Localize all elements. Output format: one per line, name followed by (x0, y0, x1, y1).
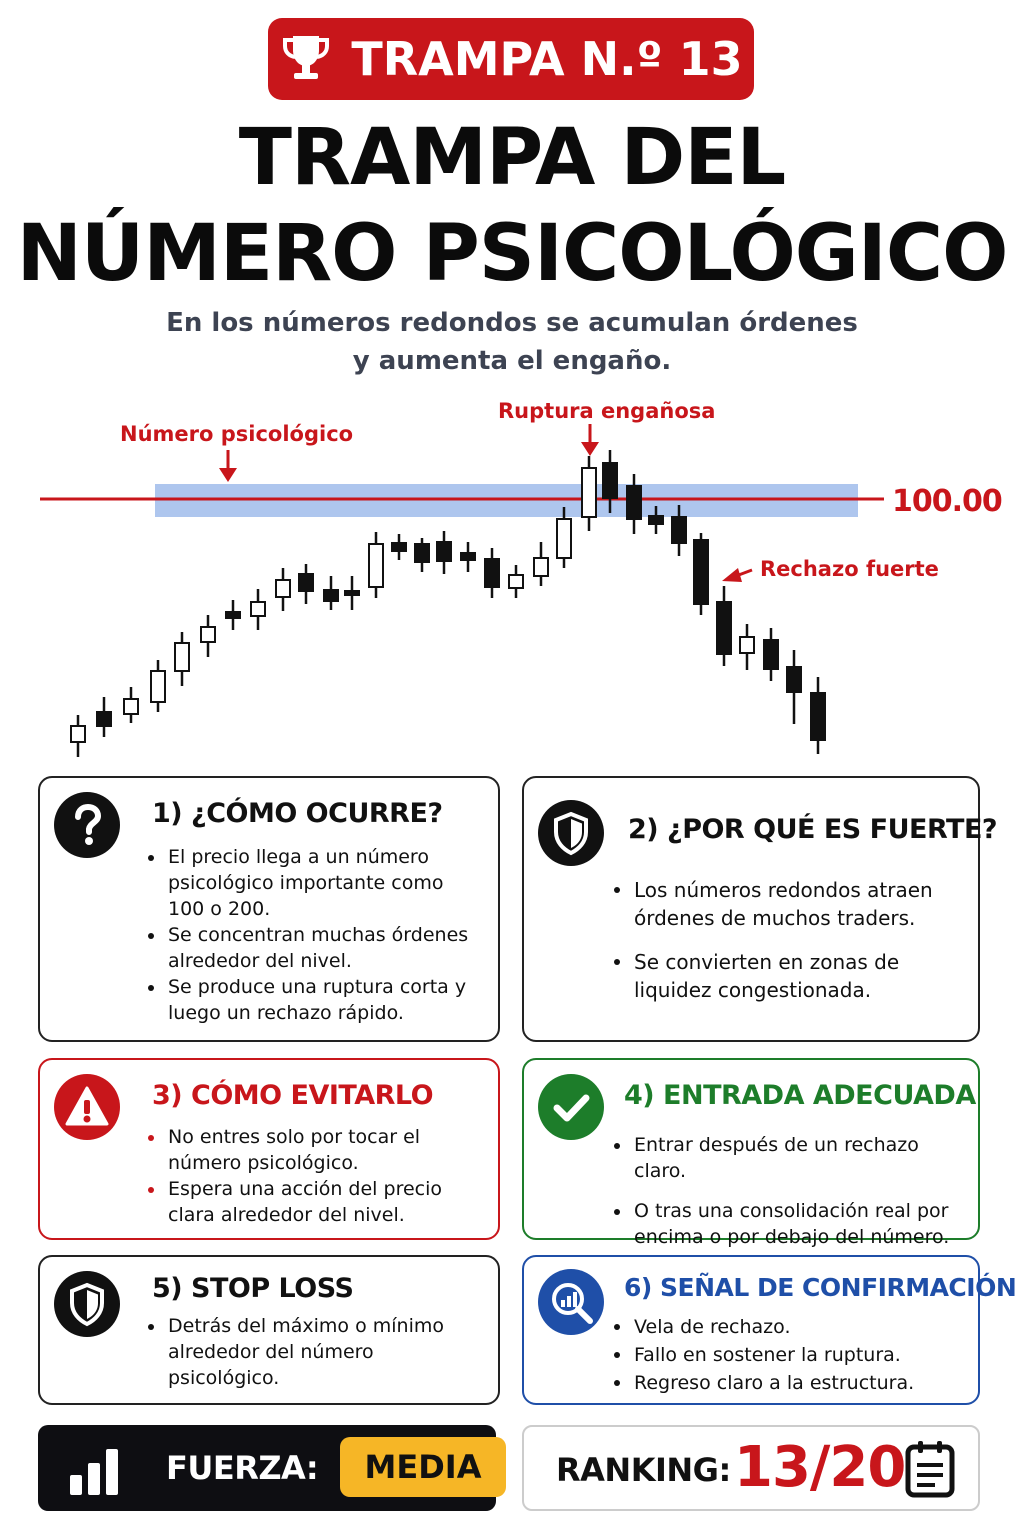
ranking-panel (522, 1425, 980, 1511)
page-subtitle (0, 304, 1024, 380)
candle-body (509, 575, 523, 588)
candle-body (299, 574, 313, 591)
card-why-strong (522, 776, 998, 1042)
strength-value-badge: MEDIA (340, 1437, 506, 1497)
candle-body (369, 544, 383, 587)
list-item: Se produce una ruptura corta y luego un rechazo rápido. (144, 974, 484, 1026)
arrow-left-icon (722, 568, 752, 582)
candle-body (740, 637, 754, 653)
candle-body (71, 726, 85, 742)
candle-body (649, 516, 663, 524)
list-item: O tras una consolidación real por encima o por debajo del número. (610, 1198, 970, 1250)
bullish-candle (582, 456, 596, 531)
bullish-candle (151, 660, 165, 712)
card-confirmation-signal (522, 1255, 1017, 1405)
candle-body (603, 463, 617, 498)
shield-icon (54, 1271, 120, 1337)
candle-body (201, 627, 215, 642)
check-icon (538, 1074, 604, 1140)
ranking-value: 13/20 (734, 1435, 906, 1500)
question-icon (54, 792, 120, 858)
card-list (144, 1124, 484, 1228)
card-list (610, 1313, 970, 1397)
analytics-search-icon (538, 1269, 604, 1335)
bullish-candle (201, 615, 215, 657)
candle-body (415, 544, 429, 562)
bearish-candle (226, 600, 240, 630)
list-item: El precio llega a un número psicológico importante como 100 o 200. (144, 844, 484, 922)
bullish-candle (534, 542, 548, 586)
card-list (144, 844, 484, 1026)
arrow-down-icon (219, 450, 237, 482)
list-item: Regreso claro a la estructura. (610, 1369, 970, 1397)
candle-body (694, 540, 708, 604)
candle-body (534, 558, 548, 576)
candle-body (226, 612, 240, 618)
bearish-candle (764, 628, 778, 681)
trophy-icon (279, 30, 333, 88)
candle-body (717, 602, 731, 654)
bearish-candle (627, 474, 641, 534)
arrow-down-icon (581, 424, 599, 456)
candle-body (175, 643, 189, 671)
candle-body (251, 602, 265, 616)
subtitle-line1: En los números redondos se acumulan órdenes (166, 308, 858, 338)
bullish-candle (71, 715, 85, 757)
list-item: Vela de rechazo. (610, 1313, 970, 1341)
candle-body (787, 667, 801, 692)
trap-number-badge (268, 18, 754, 100)
bullish-candle (276, 568, 290, 611)
bearish-candle (324, 576, 338, 610)
bearish-candle (415, 538, 429, 572)
list-item: Detrás del máximo o mínimo alrededor del número psicológico. (144, 1313, 464, 1391)
list-item: No entres solo por tocar el número psicológico. (144, 1124, 484, 1176)
card-title: 2) ¿POR QUÉ ES FUERTE? (628, 814, 998, 845)
candle-body (437, 542, 451, 561)
subtitle-line2: y aumenta el engaño. (352, 346, 672, 376)
card-title: 6) SEÑAL DE CONFIRMACIÓN (624, 1273, 1017, 1302)
bullish-candle (369, 532, 383, 598)
candle-body (461, 553, 475, 560)
candlestick-illustration (0, 390, 1024, 770)
bearish-candle (461, 542, 475, 572)
card-stop-loss (38, 1255, 500, 1405)
list-item: Fallo en sostener la ruptura. (610, 1341, 970, 1369)
candle-body (485, 559, 499, 587)
card-list (610, 1132, 970, 1250)
bearish-candle (392, 534, 406, 560)
bearish-candle (485, 548, 499, 598)
card-title: 1) ¿CÓMO OCURRE? (152, 798, 443, 829)
level-label: 100.00 (892, 484, 1002, 519)
bearish-candle (299, 564, 313, 604)
page-title-line2: NÚMERO PSICOLÓGICO (16, 209, 1008, 299)
ranking-label: RANKING: (556, 1451, 731, 1489)
candle-body (151, 671, 165, 702)
bullish-candle (740, 624, 754, 670)
candle-body (276, 580, 290, 597)
list-item: Espera una acción del precio clara alrededor del nivel. (144, 1176, 484, 1228)
card-list (610, 876, 960, 1004)
label-psychological-number: Número psicológico (120, 422, 354, 446)
candle-body (557, 519, 571, 558)
bearish-candle (345, 576, 359, 610)
bar-chart-icon (68, 1437, 132, 1503)
bullish-candle (124, 687, 138, 723)
candle-body (97, 712, 111, 726)
bullish-candle (251, 589, 265, 630)
checklist-icon (904, 1439, 958, 1503)
candle-body (672, 517, 686, 543)
card-title: 4) ENTRADA ADECUADA (624, 1080, 976, 1111)
candle-body (324, 590, 338, 601)
list-item: Los números redondos atraen órdenes de muchos traders. (610, 876, 960, 932)
card-title: 3) CÓMO EVITARLO (152, 1080, 434, 1111)
shield-icon (538, 800, 604, 866)
card-title: 5) STOP LOSS (152, 1273, 354, 1304)
strength-label: FUERZA: (166, 1449, 319, 1487)
card-proper-entry (522, 1058, 980, 1248)
bearish-candle (717, 586, 731, 666)
bearish-candle (787, 650, 801, 724)
bullish-candle (175, 632, 189, 686)
bearish-candle (97, 697, 111, 737)
bearish-candle (811, 677, 825, 754)
bearish-candle (694, 533, 708, 615)
candle-body (124, 699, 138, 714)
list-item: Entrar después de un rechazo claro. (610, 1132, 970, 1184)
candle-body (392, 543, 406, 551)
badge-label: TRAMPA N.º 13 (351, 32, 743, 86)
list-item: Se convierten en zonas de liquidez congestionada. (610, 948, 960, 1004)
bullish-candle (509, 565, 523, 598)
card-how-to-avoid (38, 1058, 500, 1240)
bearish-candle (437, 531, 451, 574)
page-title-line1: TRAMPA DEL (238, 113, 786, 203)
candle-body (764, 640, 778, 669)
label-false-breakout: Ruptura engañosa (498, 399, 716, 423)
warning-icon (54, 1074, 120, 1140)
label-strong-rejection: Rechazo fuerte (760, 557, 939, 581)
list-item: Se concentran muchas órdenes alrededor del nivel. (144, 922, 484, 974)
card-list (144, 1313, 464, 1391)
candle-body (582, 468, 596, 517)
candle-body (627, 486, 641, 519)
card-how-it-happens (38, 776, 500, 1042)
candle-body (345, 591, 359, 595)
candle-body (811, 693, 825, 740)
strength-panel (38, 1425, 496, 1511)
